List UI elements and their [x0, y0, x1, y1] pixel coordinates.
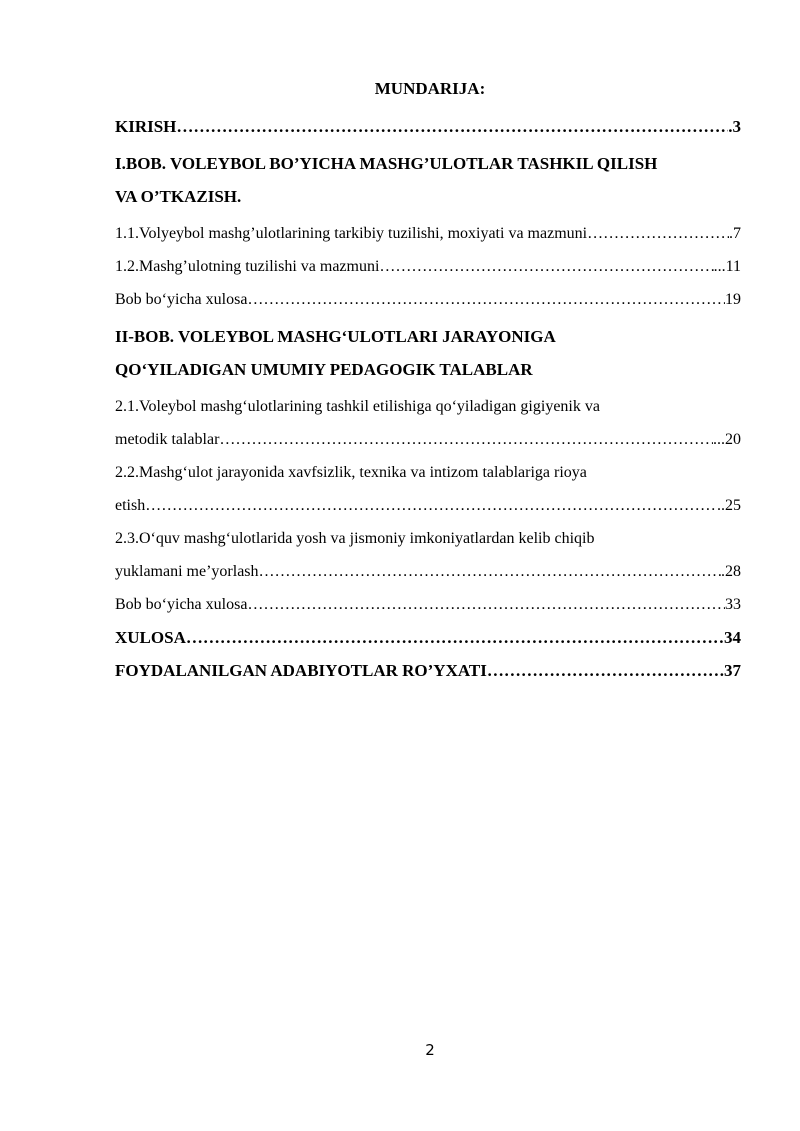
dot-leader [247, 283, 725, 316]
toc-entry-text: KIRISH [115, 117, 177, 136]
dot-leader [219, 423, 713, 456]
toc-entry-1-1 [115, 217, 741, 250]
toc-entry-text-line-1: 2.3.O‘quv mashg‘ulotlarida yosh va jismoniy imkoniyatlardan kelib chiqib [115, 530, 595, 547]
toc-entry-text: Bob bo‘yicha xulosa [115, 596, 248, 613]
toc-entry-1-2 [115, 250, 741, 283]
toc-entry-text: 1.1.Volyeybol mashg’ulotlarining tarkibiy tuzilishi, moxiyati va mazmuni [115, 225, 588, 242]
toc-entry-2-3 [115, 522, 741, 588]
toc-entry-text: FOYDALANILGAN ADABIYOTLAR RO’YXATI [115, 661, 487, 680]
toc-entry-text: etish [115, 497, 146, 514]
dot-leader [145, 489, 717, 522]
toc-title: MUNDARIJA: [374, 79, 486, 98]
toc-entry-chapter-2-conclusion [115, 588, 741, 621]
toc-entry-chapter-1-conclusion [115, 283, 741, 316]
toc-page-number: 19 [725, 291, 741, 308]
toc-chapter-2-line-1: II-BOB. VOLEYBOL MASHG‘ULOTLARI JARAYONIGA [115, 327, 556, 346]
toc-entry-2-2 [115, 456, 741, 522]
toc-page-number: 34 [724, 628, 741, 647]
toc-page-number: ..25 [717, 497, 741, 514]
toc-chapter-2-line-2: QO‘YILADIGAN UMUMIY PEDAGOGIK TALABLAR [115, 360, 533, 379]
toc-entry-xulosa [115, 621, 741, 654]
toc-page-number: .28 [721, 563, 741, 580]
dot-leader [176, 110, 728, 143]
dot-leader [186, 621, 724, 654]
dot-leader [247, 588, 725, 621]
toc-page-number: .7 [729, 225, 741, 242]
toc-entry-text: Bob bo‘yicha xulosa [115, 291, 248, 308]
toc-page-number: 33 [725, 596, 741, 613]
toc-page-number: ...20 [713, 431, 741, 448]
page-number: 2 [425, 1041, 435, 1059]
toc-page-number: ...11 [713, 258, 741, 275]
dot-leader [487, 654, 720, 687]
toc-chapter-1-line-1: I.BOB. VOLEYBOL BO’YICHA MASHG’ULOTLAR TASHKIL QILISH [115, 154, 658, 173]
toc-page-number: .3 [728, 117, 741, 136]
dot-leader [259, 555, 721, 588]
table-of-contents [115, 110, 741, 687]
toc-entry-text: 1.2.Mashg’ulotning tuzilishi va mazmuni [115, 258, 380, 275]
toc-entry-text: XULOSA [115, 628, 186, 647]
toc-entry-kirish [115, 110, 741, 143]
toc-entry-text-line-1: 2.2.Mashg‘ulot jarayonida xavfsizlik, texnika va intizom talablariga rioya [115, 464, 587, 481]
toc-page-number: .37 [719, 661, 741, 680]
toc-chapter-1-line-2: VA O’TKAZISH. [115, 187, 242, 206]
toc-entry-text-line-1: 2.1.Voleybol mashg‘ulotlarining tashkil etilishiga qo‘yiladigan gigiyenik va [115, 398, 600, 415]
dot-leader [379, 250, 713, 283]
toc-entry-2-1 [115, 390, 741, 456]
toc-entry-references [115, 654, 741, 687]
toc-entry-text: yuklamani me’yorlash [115, 563, 259, 580]
dot-leader [587, 217, 729, 250]
toc-entry-text: metodik talablar [115, 431, 220, 448]
